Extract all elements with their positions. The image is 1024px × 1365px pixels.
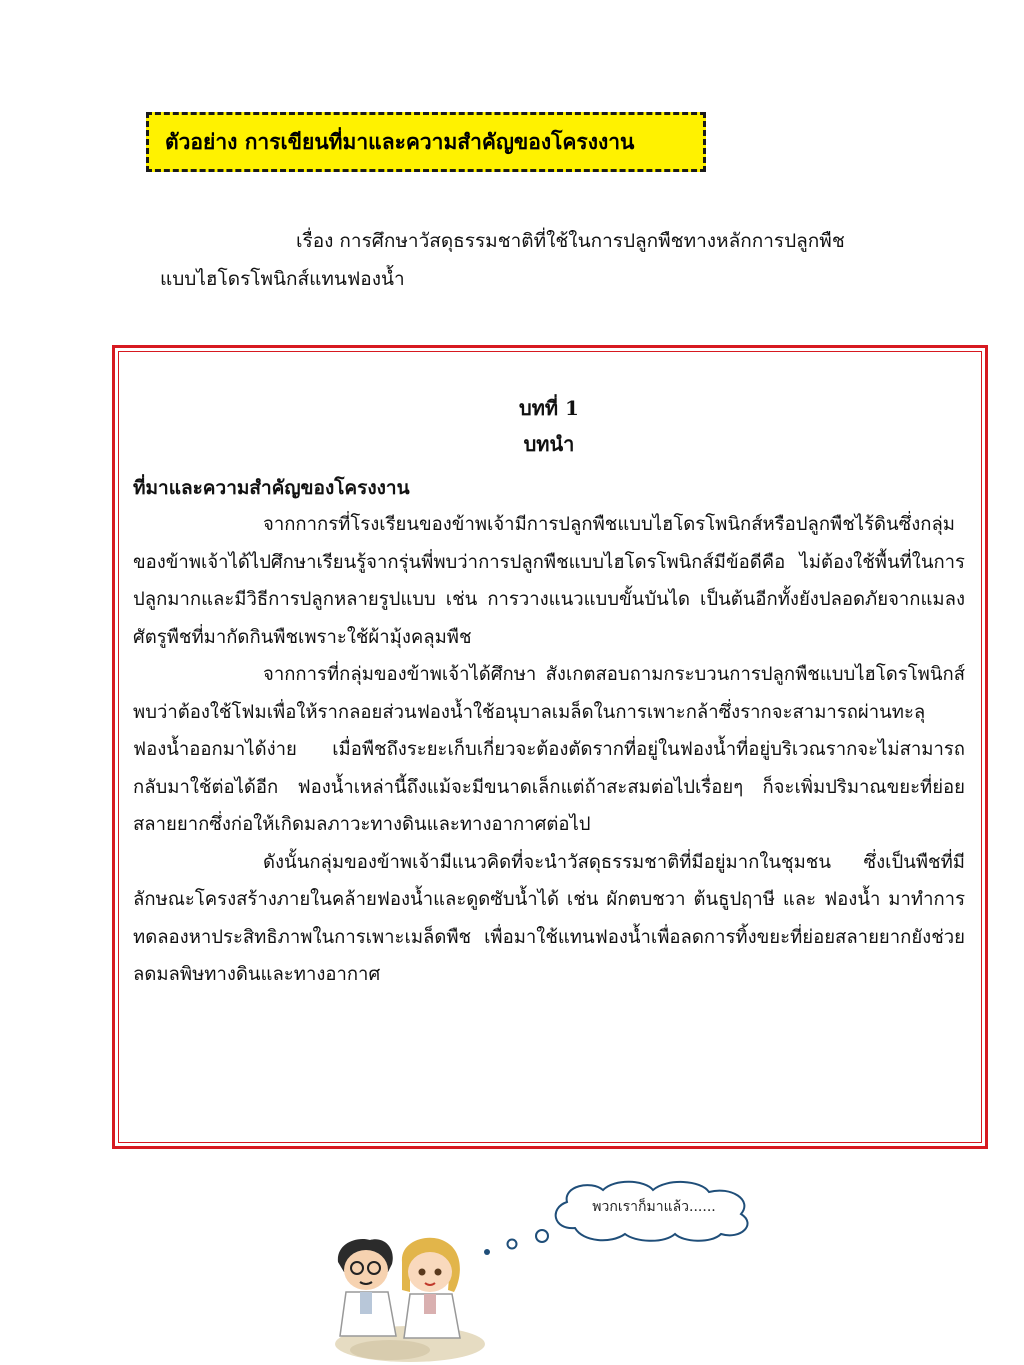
paragraph-2-text: จากการที่กลุ่มของข้าพเจ้าได้ศึกษา สังเกตสอบถามกระบวนการปลูกพืชแบบไฮโดรโพนิกส์พบว่าต้องใช้โฟมเพื่อให้รากลอยส่วนฟองน้ำใช้อนุบาลเมล็ดในการเพาะกล้าซึ่งรากจะสามารถผ่านทะลุฟองน้ำออกมาได้ง่าย เมื่อพืชถึงระยะเก็บเกี่ยวจะต้องตัดรากที่อยู่ในฟองน้ำที่อยู่บริเวณรากจะไม่สามารถกลับมาใช้ต่อได้อีก ฟองน้ำเหล่านี้ถึงแม้จะมีขนาดเล็กแต่ถ้าสะสมต่อไปเรื่อยๆ ก็จะเพิ่มปริมาณขยะที่ย่อยสลายยากซึ่งก่อให้เกิดมลภาวะทางดินและทางอากาศต่อไป bbox=[133, 664, 965, 835]
chapter-content bbox=[118, 351, 982, 1143]
example-banner bbox=[146, 112, 706, 172]
paragraph-3 bbox=[133, 844, 965, 994]
chapter-number: บทที่ 1 bbox=[519, 396, 579, 420]
topic-line-1: เรื่อง การศึกษาวัสดุธรรมชาติที่ใช้ในการปลูกพืชทางหลักการปลูกพืช bbox=[296, 230, 845, 252]
cartoon-scientists-illustration bbox=[330, 1232, 490, 1362]
paragraph-1-text: จากกากรที่โรงเรียนของข้าพเจ้ามีการปลูกพืชแบบไฮโดรโพนิกส์หรือปลูกพืชไร้ดินซึ่งกลุ่มของข้าพเจ้าได้ไปศึกษาเรียนรู้จากรุ่นพี่พบว่าการปลูกพืชแบบไฮโดรโพนิกส์มีข้อดีคือ ไม่ต้องใช้พื้นที่ในการปลูกมากและมีวิธีการปลูกหลายรูปแบบ เช่น การวางแนวแบบขั้นบันได เป็นต้นอีกทั้งยังปลอดภัยจากแมลงศัตรูพืชที่มากัดกินพืชเพราะใช้ผ้ามุ้งคลุมพืช bbox=[133, 514, 965, 648]
section-heading: ที่มาและความสำคัญของโครงงาน bbox=[133, 477, 410, 499]
chapter-frame bbox=[112, 345, 988, 1149]
thought-dots-icon bbox=[478, 1228, 558, 1268]
project-topic bbox=[160, 222, 950, 298]
paragraph-1 bbox=[133, 506, 965, 656]
bubble-text: พวกเราก็มาแล้ว...... bbox=[592, 1199, 716, 1215]
paragraph-2 bbox=[133, 656, 965, 844]
paragraph-3-text: ดังนั้นกลุ่มของข้าพเจ้ามีแนวคิดที่จะนำวัสดุธรรมชาติที่มีอยู่มากในชุมชน ซึ่งเป็นพืชที่มีลักษณะโครงสร้างภายในคล้ายฟองน้ำและดูดซับน้ำได้ เช่น ผักตบชวา ต้นธูปฤาษี และ ฟองน้ำ มาทำการทดลองหาประสิทธิภาพในการเพาะเมล็ดพืช เพื่อมาใช้แทนฟองน้ำเพื่อลดการทิ้งขยะที่ย่อยสลายยากยังช่วยลดมลพิษทางดินและทางอากาศ bbox=[133, 851, 965, 985]
banner-title: ตัวอย่าง การเขียนที่มาและความสำคัญของโครงงาน bbox=[165, 128, 635, 154]
topic-line-2: แบบไฮโดรโพนิกส์แทนฟองน้ำ bbox=[160, 268, 405, 290]
chapter-name: บทนำ bbox=[523, 432, 575, 456]
